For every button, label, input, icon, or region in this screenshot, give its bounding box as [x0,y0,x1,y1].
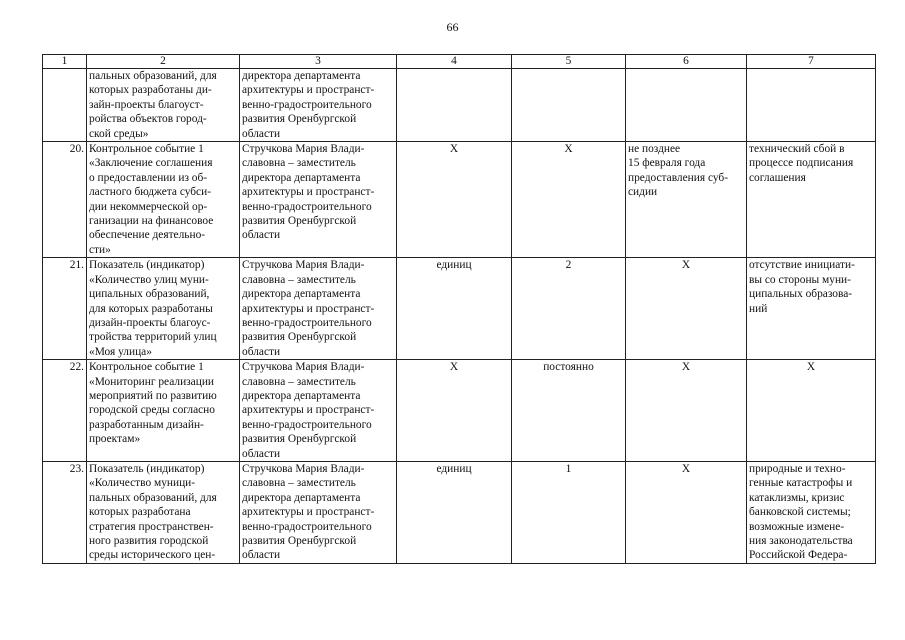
table-row [43,258,876,360]
value-cell: 2 [512,258,626,360]
column-number: 6 [626,55,747,69]
page-number: 66 [446,20,459,34]
measure-name: Контрольное событие 1 «Заключение соглашения о предоставлении из об- ластного бюджета субси- дии некоммерческой ор- ганизации на финансовое обеспечение деятельно- сти» [87,142,240,258]
measure-name: Контрольное событие 1 «Мониторинг реализации мероприятий по развитию городской среды согласно разработанным дизайн- проектам» [87,360,240,462]
risk-cell: отсутствие инициати- вы со стороны муни- ципальных образова- ний [747,258,876,360]
table-row [43,69,876,142]
deadline-cell: Х [626,360,747,462]
responsible-person: Стручкова Мария Влади- славовна – заместитель директора департамента архитектуры и пространст- венно-градостроительного развития Оренбургской области [240,360,397,462]
unit-cell: Х [397,142,512,258]
measure-name: Показатель (индикатор) «Количество муници- пальных образований, для которых разработана стратегия пространствен- ного развития городской среды исторического цен- [87,461,240,563]
unit-cell: Х [397,360,512,462]
risk-cell [747,69,876,142]
column-number: 5 [512,55,626,69]
deadline-cell [626,69,747,142]
row-number: 23. [43,461,87,563]
row-number: 21. [43,258,87,360]
value-cell: 1 [512,461,626,563]
table-row [43,360,876,462]
row-number [43,69,87,142]
measure-name: Показатель (индикатор) «Количество улиц муни- ципальных образований, для которых разработаны дизайн-проекты благоус- тройства территорий улиц «Моя улица» [87,258,240,360]
value-cell: постоянно [512,360,626,462]
measures-table [42,54,876,564]
deadline-cell: Х [626,258,747,360]
table-row [43,142,876,258]
column-number-row [43,55,876,69]
column-number: 3 [240,55,397,69]
deadline-cell: не позднее 15 февраля года предоставления суб- сидии [626,142,747,258]
responsible-person: Стручкова Мария Влади- славовна – заместитель директора департамента архитектуры и пространст- венно-градостроительного развития Оренбургской области [240,461,397,563]
measure-name: пальных образований, для которых разработаны ди- зайн-проекты благоуст- ройства объектов город- ской среды» [87,69,240,142]
table-row [43,461,876,563]
unit-cell: единиц [397,461,512,563]
deadline-cell: Х [626,461,747,563]
responsible-person: Стручкова Мария Влади- славовна – заместитель директора департамента архитектуры и пространст- венно-градостроительного развития Оренбургской области [240,142,397,258]
column-number: 2 [87,55,240,69]
responsible-person: Стручкова Мария Влади- славовна – заместитель директора департамента архитектуры и пространст- венно-градостроительного развития Оренбургской области [240,258,397,360]
unit-cell [397,69,512,142]
row-number: 20. [43,142,87,258]
risk-cell: Х [747,360,876,462]
column-number: 1 [43,55,87,69]
value-cell: Х [512,142,626,258]
value-cell [512,69,626,142]
column-number: 4 [397,55,512,69]
risk-cell: технический сбой в процессе подписания соглашения [747,142,876,258]
risk-cell: природные и техно- генные катастрофы и катаклизмы, кризис банковской системы; возможные измене- ния законодательства Российской Федера- [747,461,876,563]
unit-cell: единиц [397,258,512,360]
row-number: 22. [43,360,87,462]
column-number: 7 [747,55,876,69]
responsible-person: директора департамента архитектуры и пространст- венно-градостроительного развития Оренбургской области [240,69,397,142]
